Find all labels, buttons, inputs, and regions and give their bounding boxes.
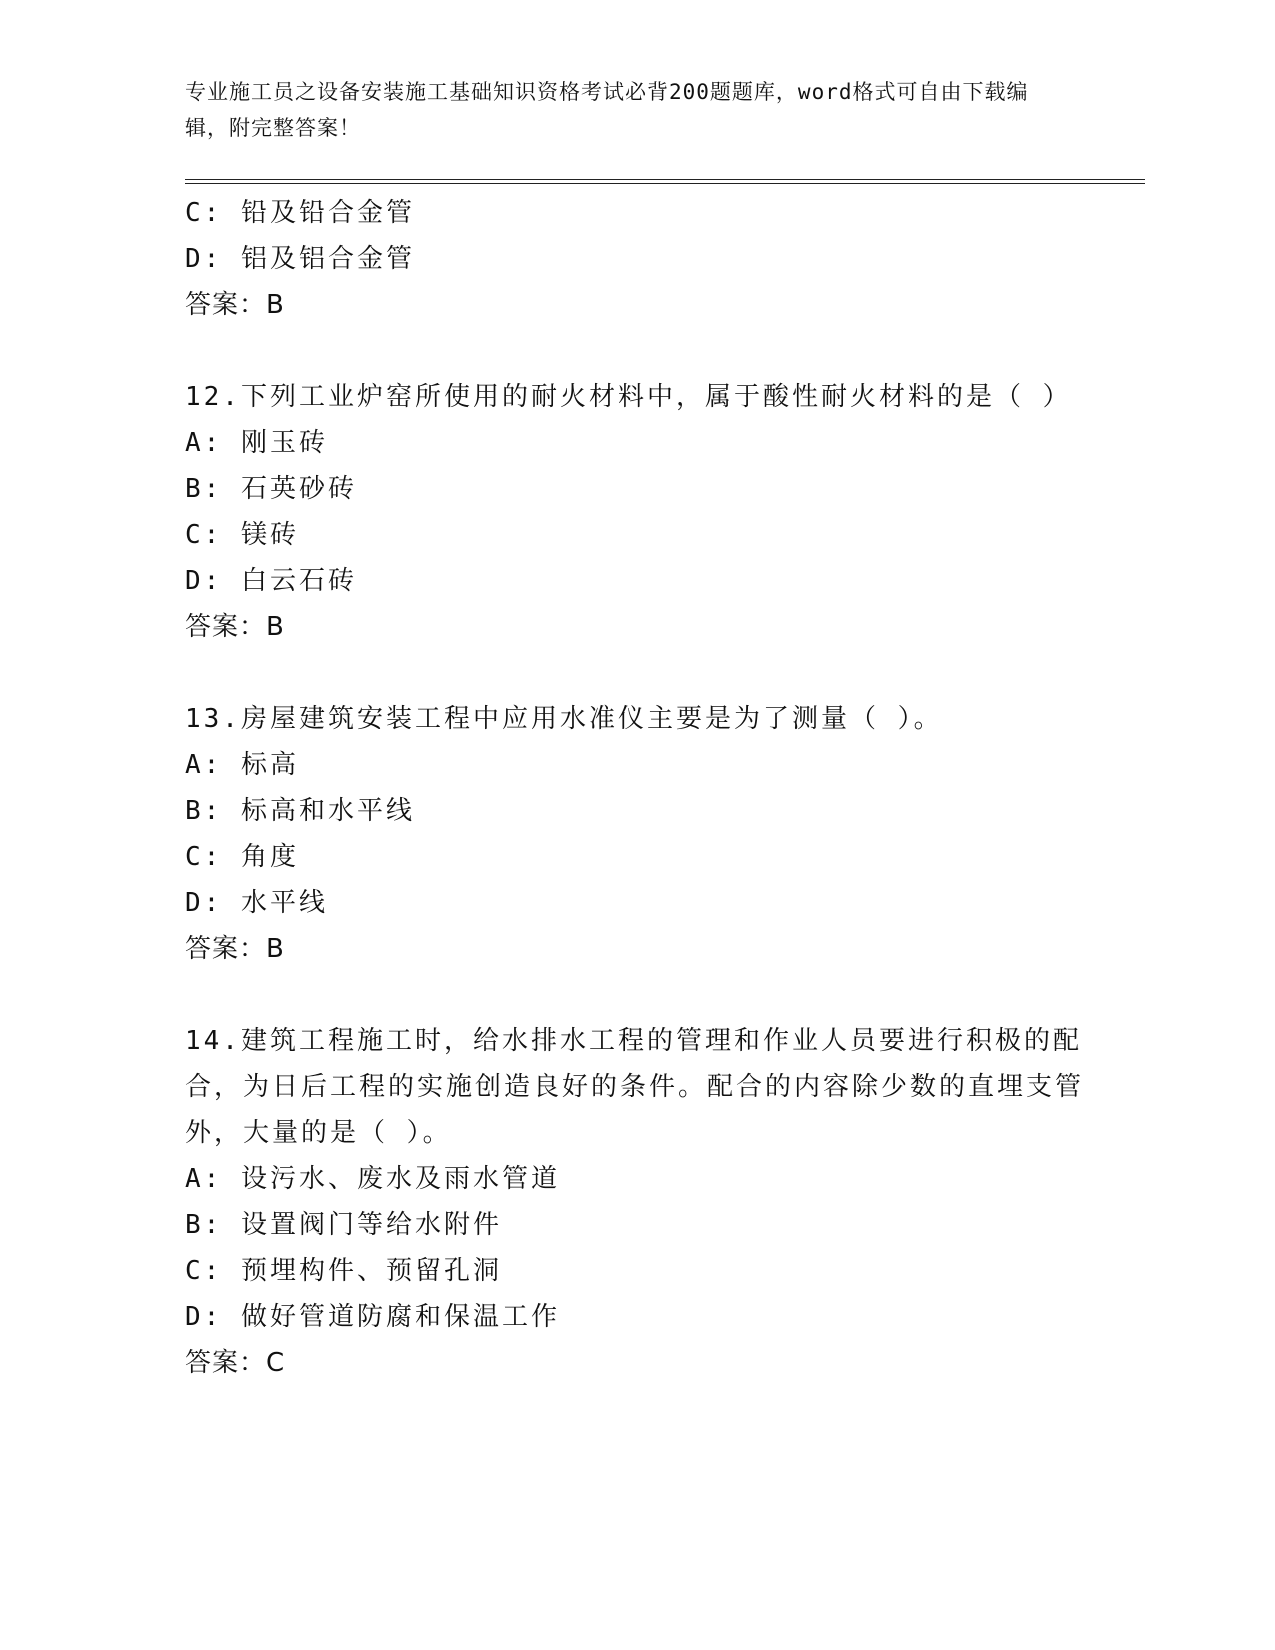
answer-line: 答案：B bbox=[185, 612, 285, 642]
spacer bbox=[185, 972, 1085, 1018]
question-11-continued bbox=[185, 190, 1085, 328]
spacer bbox=[185, 650, 1085, 696]
question-13 bbox=[185, 696, 1085, 972]
option-c: C: 铅及铅合金管 bbox=[185, 198, 415, 228]
answer-line: 答案：B bbox=[185, 934, 285, 964]
option-b: B: 设置阀门等给水附件 bbox=[185, 1210, 502, 1240]
option-d: D: 铝及铝合金管 bbox=[185, 244, 415, 274]
option-b: B: 石英砂砖 bbox=[185, 474, 357, 504]
answer-line: 答案：B bbox=[185, 290, 285, 320]
question-text: 14.建筑工程施工时，给水排水工程的管理和作业人员要进行积极的配合，为日后工程的实施创造良好的条件。配合的内容除少数的直埋支管外，大量的是（ ）。 bbox=[185, 1026, 1085, 1148]
question-list bbox=[185, 190, 1085, 1386]
document-header bbox=[185, 74, 1065, 146]
question-text: 13.房屋建筑安装工程中应用水准仪主要是为了测量（ ）。 bbox=[185, 704, 943, 734]
answer-line: 答案：C bbox=[185, 1348, 286, 1378]
option-d: D: 做好管道防腐和保温工作 bbox=[185, 1302, 560, 1332]
option-c: C: 预埋构件、预留孔洞 bbox=[185, 1256, 502, 1286]
option-b: B: 标高和水平线 bbox=[185, 796, 415, 826]
question-text: 12.下列工业炉窑所使用的耐火材料中，属于酸性耐火材料的是（ ） bbox=[185, 382, 1072, 412]
header-divider-top bbox=[185, 179, 1145, 180]
header-divider-bottom bbox=[185, 183, 1145, 184]
option-d: D: 水平线 bbox=[185, 888, 328, 918]
option-a: A: 设污水、废水及雨水管道 bbox=[185, 1164, 560, 1194]
option-a: A: 刚玉砖 bbox=[185, 428, 328, 458]
spacer bbox=[185, 328, 1085, 374]
option-a: A: 标高 bbox=[185, 750, 299, 780]
option-c: C: 镁砖 bbox=[185, 520, 299, 550]
document-title: 专业施工员之设备安装施工基础知识资格考试必背200题题库，word格式可自由下载编辑，附完整答案！ bbox=[185, 80, 1029, 140]
question-14 bbox=[185, 1018, 1085, 1386]
question-12 bbox=[185, 374, 1085, 650]
option-c: C: 角度 bbox=[185, 842, 299, 872]
option-d: D: 白云石砖 bbox=[185, 566, 357, 596]
